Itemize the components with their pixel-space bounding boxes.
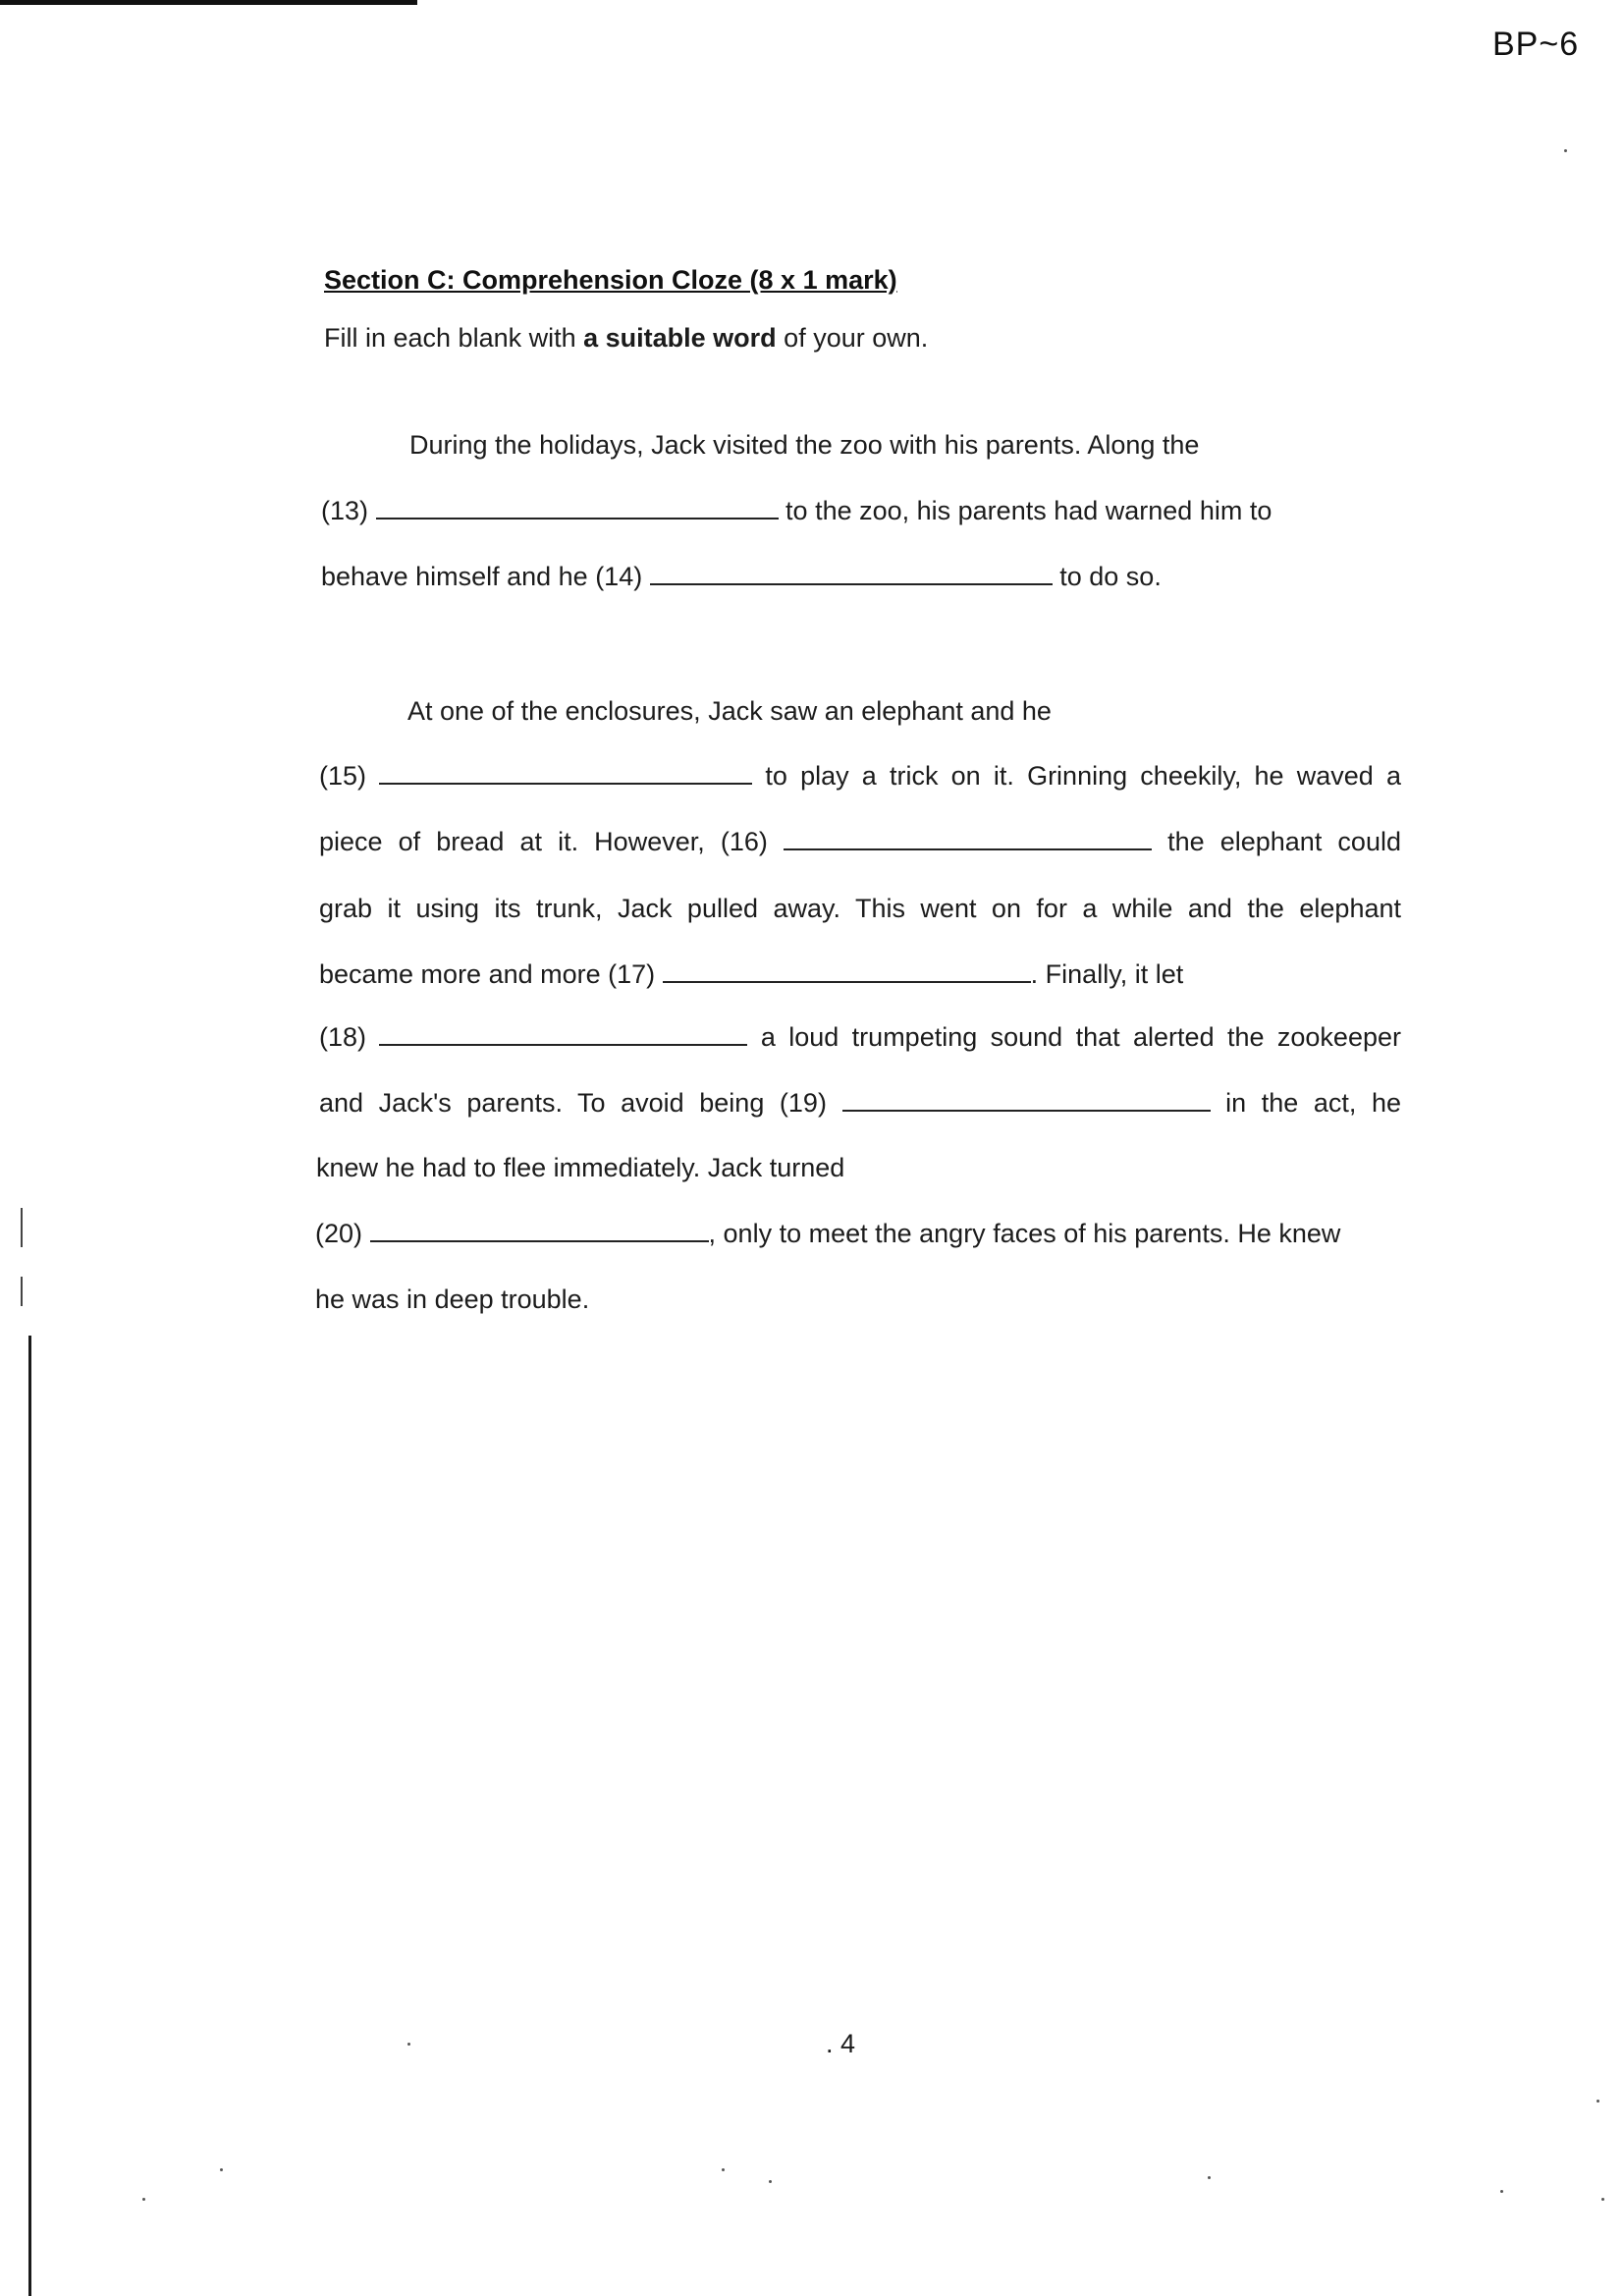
- passage-line: [319, 1088, 1401, 1119]
- instruction-suffix: of your own.: [776, 323, 929, 353]
- passage-line: [319, 761, 1401, 792]
- passage-text: in the act, he: [1225, 1088, 1401, 1118]
- passage-text: a loud trumpeting sound that alerted the zookeeper: [760, 1022, 1401, 1052]
- scan-speck: [1597, 2100, 1599, 2103]
- instruction-prefix: Fill in each blank with: [324, 323, 584, 353]
- passage-text: he was in deep trouble.: [315, 1285, 590, 1314]
- page-number: . 4: [826, 2029, 856, 2058]
- passage-line: [321, 562, 1162, 592]
- passage-line: [409, 430, 1199, 461]
- question-number-15: (15): [319, 761, 367, 791]
- blank-13[interactable]: [376, 496, 779, 519]
- left-margin-rule: [28, 1336, 31, 2296]
- passage-line: [315, 1219, 1340, 1249]
- scan-speck: [1601, 2198, 1604, 2201]
- passage-text: to the zoo, his parents had warned him to: [785, 496, 1272, 525]
- passage-text: , only to meet the angry faces of his parents. He knew: [708, 1219, 1341, 1248]
- top-edge-rule: [0, 0, 417, 5]
- passage-line: [316, 1153, 844, 1183]
- passage-text: the elephant could: [1167, 827, 1401, 856]
- page-code: BP~6: [1492, 26, 1580, 63]
- blank-17[interactable]: [663, 959, 1031, 983]
- scan-speck: [407, 2043, 410, 2046]
- question-number-18: (18): [319, 1022, 367, 1052]
- passage-text: grab it using its trunk, Jack pulled away. This went on for a while and the elephant: [319, 894, 1401, 923]
- question-number-13: (13): [321, 496, 369, 525]
- passage-line: [319, 1022, 1401, 1053]
- passage-text: piece of bread at it. However, (16): [319, 827, 768, 856]
- scan-speck: [220, 2168, 223, 2171]
- passage-line: [321, 496, 1272, 526]
- instruction: [324, 323, 928, 354]
- instruction-emphasis: a suitable word: [583, 323, 777, 353]
- passage-text: to play a trick on it. Grinning cheekily, he waved a: [765, 761, 1401, 791]
- passage-line: [319, 827, 1401, 857]
- passage-text: . Finally, it let: [1030, 959, 1184, 989]
- blank-18[interactable]: [379, 1022, 747, 1046]
- scan-speck: [769, 2180, 772, 2183]
- blank-15[interactable]: [379, 761, 752, 785]
- passage-text: behave himself and he (14): [321, 562, 643, 591]
- scan-speck: [1564, 149, 1567, 152]
- passage-line: [315, 1285, 589, 1315]
- passage-line: [319, 894, 1401, 924]
- blank-16[interactable]: [784, 827, 1152, 850]
- passage-text: and Jack's parents. To avoid being (19): [319, 1088, 827, 1118]
- passage-text: became more and more (17): [319, 959, 656, 989]
- passage-line: [407, 696, 1052, 727]
- scan-speck: [722, 2168, 725, 2171]
- left-margin-mark: [21, 1208, 23, 1247]
- passage-text: At one of the enclosures, Jack saw an elephant and he: [407, 696, 1052, 726]
- left-margin-mark: [21, 1277, 23, 1306]
- scan-speck: [1208, 2176, 1211, 2179]
- blank-14[interactable]: [650, 562, 1053, 585]
- passage-text: knew he had to flee immediately. Jack turned: [316, 1153, 845, 1182]
- question-number-20: (20): [315, 1219, 363, 1248]
- passage-line: [319, 959, 1183, 990]
- blank-19[interactable]: [842, 1088, 1211, 1112]
- blank-20[interactable]: [370, 1219, 709, 1242]
- scan-speck: [142, 2198, 145, 2201]
- scan-speck: [1500, 2190, 1503, 2193]
- passage-text: During the holidays, Jack visited the zoo with his parents. Along the: [409, 430, 1200, 460]
- passage-text: to do so.: [1059, 562, 1162, 591]
- section-title: Section C: Comprehension Cloze (8 x 1 mark): [324, 265, 897, 295]
